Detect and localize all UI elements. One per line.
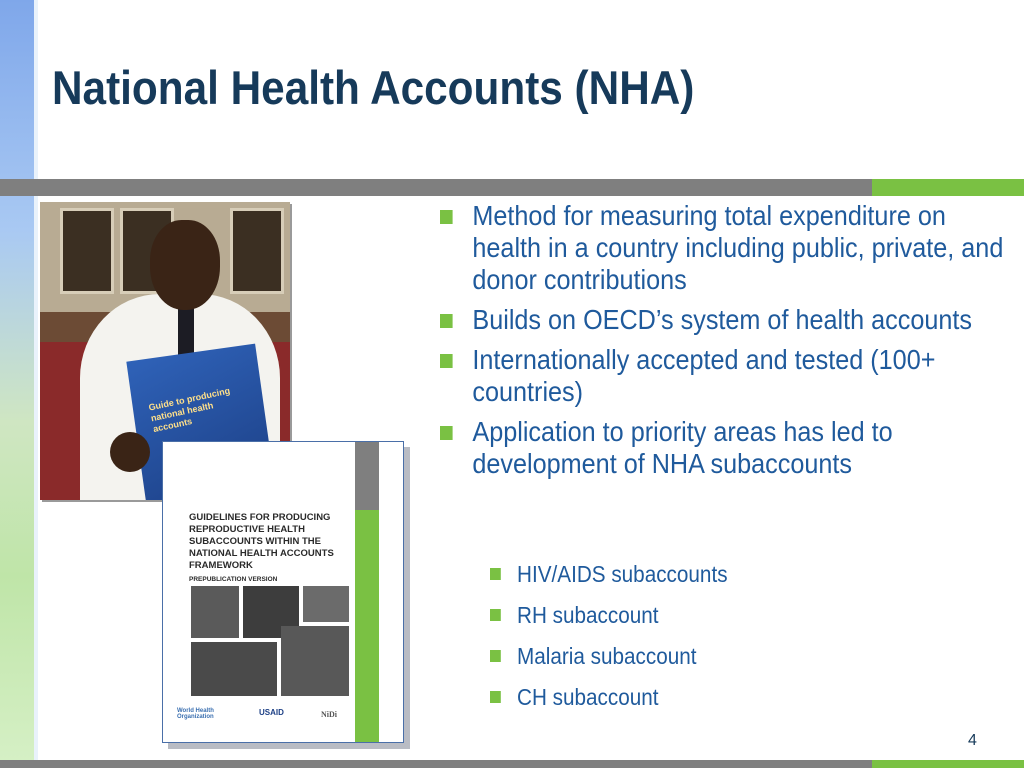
title-divider-gray bbox=[0, 179, 872, 196]
cover-title: GUIDELINES FOR PRODUCING REPRODUCTIVE HEALTH SUBACCOUNTS WITHIN THE NATIONAL HEALTH ACCOUNTS FRAMEWORK bbox=[189, 512, 334, 571]
nidi-logo: NiDi bbox=[321, 710, 337, 719]
photo-hand bbox=[110, 432, 150, 472]
bullet-list bbox=[440, 200, 1010, 488]
photo-window bbox=[60, 208, 114, 294]
left-gradient-strip bbox=[0, 0, 34, 768]
bullet-application: Application to priority areas has led to development of NHA subaccounts bbox=[440, 416, 1012, 480]
cover-gray-band bbox=[355, 442, 379, 510]
who-logo: World Health Organization bbox=[177, 708, 214, 720]
cover-logos bbox=[171, 704, 355, 740]
cover-photo-3 bbox=[303, 586, 349, 622]
sub-bullet-ch: CH subaccount bbox=[490, 682, 922, 723]
bullet-method: Method for measuring total expenditure on health in a country including public, private, and donor contributions bbox=[440, 200, 1012, 296]
guidelines-cover bbox=[162, 441, 404, 743]
photo-book-title: Guide to producing national health accounts bbox=[147, 385, 231, 435]
sub-bullet-rh: RH subaccount bbox=[490, 600, 922, 641]
left-strip-edge bbox=[34, 0, 38, 768]
cover-subtitle: PREPUBLICATION VERSION bbox=[189, 576, 278, 583]
sub-bullet-hiv-aids: HIV/AIDS subaccounts bbox=[490, 559, 922, 600]
photo-window bbox=[230, 208, 284, 294]
usaid-logo: USAID bbox=[259, 708, 284, 717]
cover-photo-1 bbox=[191, 586, 239, 638]
title-divider-green bbox=[872, 179, 1024, 196]
slide-number: 4 bbox=[968, 732, 977, 749]
photo-head bbox=[150, 220, 220, 310]
cover-photo-4 bbox=[191, 642, 277, 696]
sub-bullet-malaria: Malaria subaccount bbox=[490, 641, 922, 682]
footer-bar-gray bbox=[0, 760, 872, 768]
footer-bar-green bbox=[872, 760, 1024, 768]
cover-photo-5 bbox=[281, 626, 349, 696]
sub-bullet-list bbox=[490, 559, 970, 723]
bullet-internationally-accepted: Internationally accepted and tested (100+ countries) bbox=[440, 344, 1012, 408]
bullet-oecd: Builds on OECD’s system of health accounts bbox=[440, 304, 1012, 336]
slide-title: National Health Accounts (NHA) bbox=[52, 61, 695, 114]
